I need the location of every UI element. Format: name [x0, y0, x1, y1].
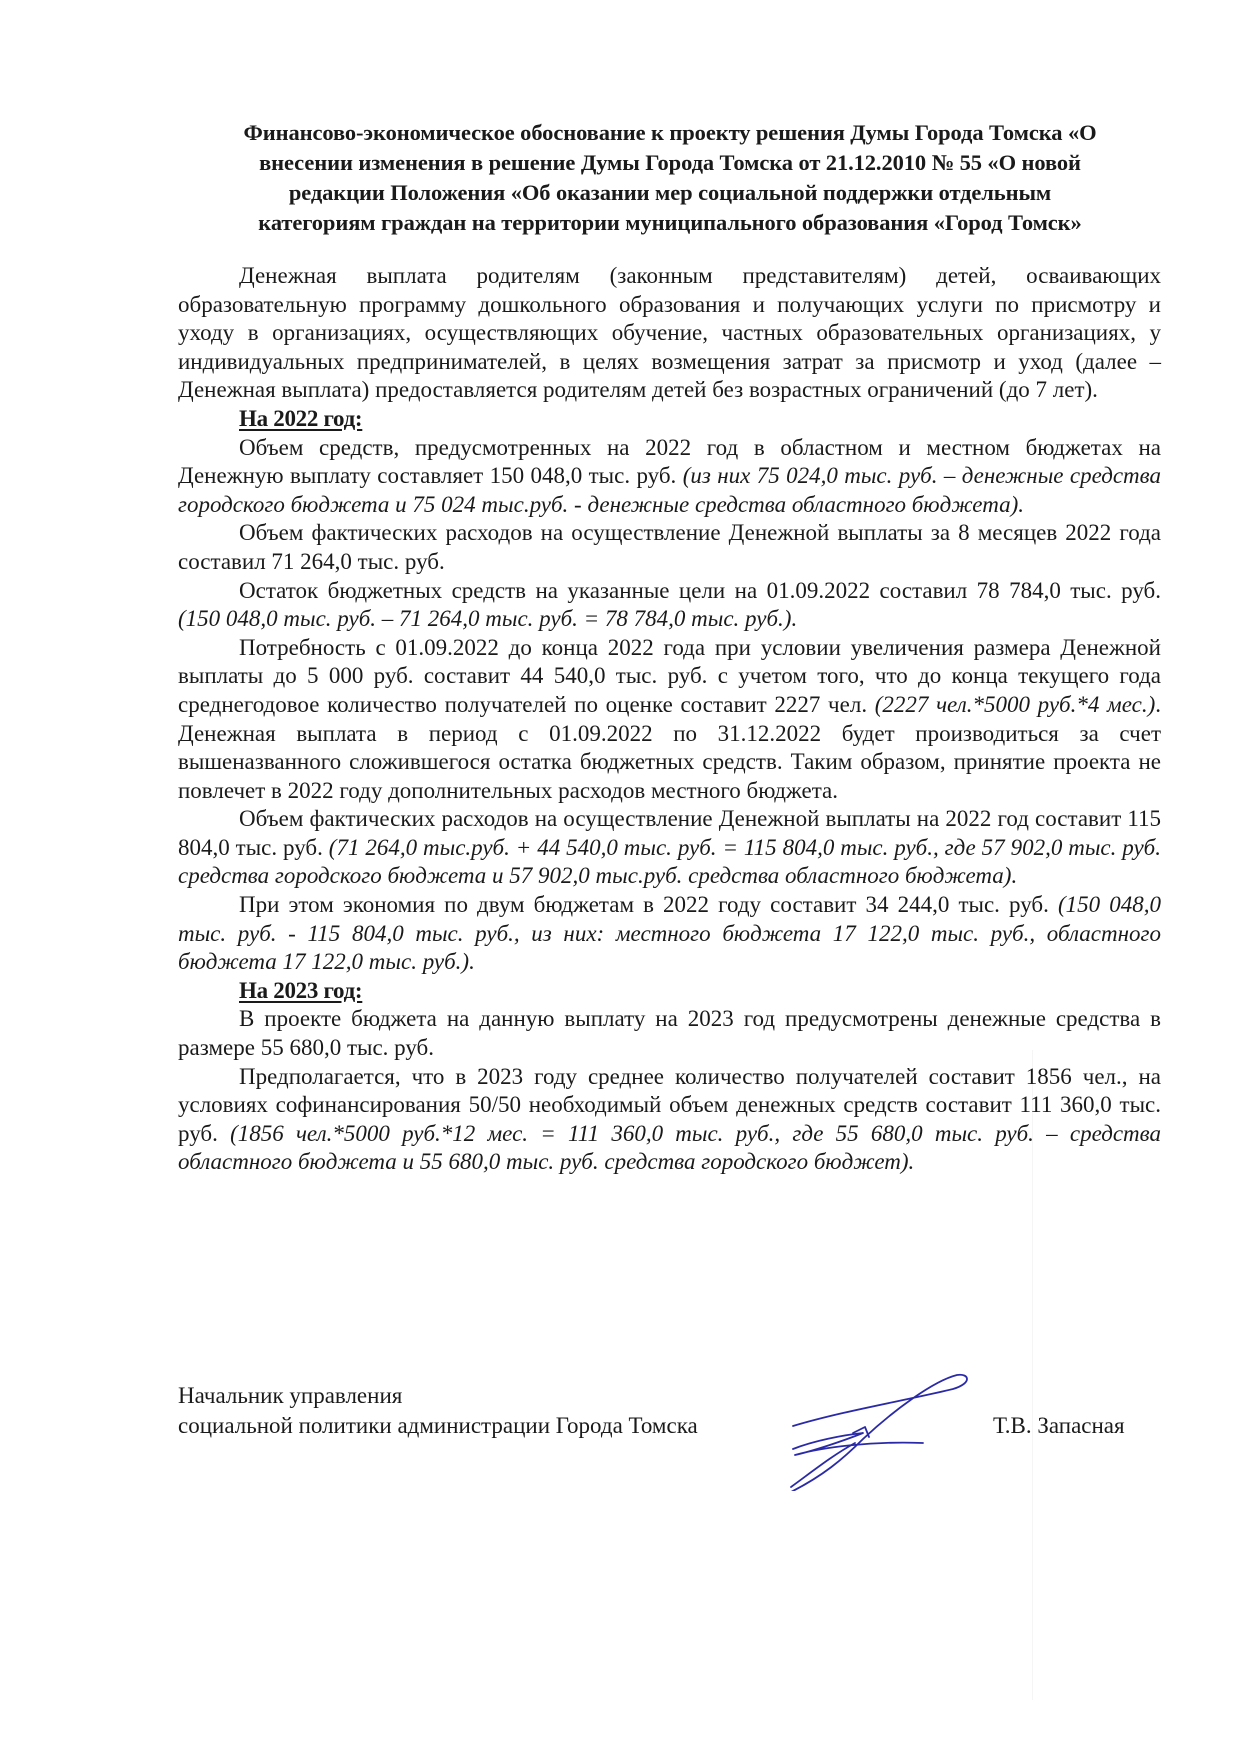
paragraph-2022-actual-8-months: [178, 519, 1161, 576]
signature-block: [178, 1381, 1161, 1501]
paragraph-italic-note: (71 264,0 тыс.руб. + 44 540,0 тыс. руб. = 115 804,0 тыс. руб., где 57 902,0 тыс. руб. средства городского бюджета и 57 902,0 тыс.руб. средства областного бюджета).: [178, 834, 1161, 889]
title-line: Финансово-экономическое обоснование к проекту решения Думы Города Томска «О: [243, 120, 1097, 145]
paragraph-text-tail: . Денежная выплата в период с 01.09.2022 по 31.12.2022 будет производиться за счет вышеназванного сложившегося остатка бюджетных средств. Таким образом, принятие проекта не повлечет в 2022 году дополнительных расходов местного бюджета.: [178, 691, 1161, 803]
paragraph-text: Объем фактических расходов на осуществление Денежной выплаты за 8 месяцев 2022 года составил 71 264,0 тыс. руб.: [178, 520, 1161, 574]
scan-artifact-line: [1032, 1050, 1033, 1700]
paragraph-italic-note: (150 048,0 тыс. руб. – 71 264,0 тыс. руб. = 78 784,0 тыс. руб.).: [178, 606, 798, 632]
document-body: [178, 262, 1161, 1177]
paragraph-text: Потребность с 01.09.2022 до конца 2022 года при условии увеличения размера Денежной выплаты до 5 000 руб. составит 44 540,0 тыс. руб. с учетом того, что до конца текущего года среднегодовое количество получателей по оценке составит 2227 чел.: [178, 634, 1161, 717]
title-line: редакции Положения «Об оказании мер социальной поддержки отдельным: [288, 180, 1052, 205]
paragraph-text: При этом экономия по двум бюджетам в 2022 году составит 34 244,0 тыс. руб.: [239, 892, 1058, 918]
section-heading-2023: На 2023 год:: [239, 977, 363, 1003]
paragraph-text: Объем средств, предусмотренных на 2022 год в областном и местном бюджетах на Денежную выплату составляет 150 048,0 тыс. руб.: [178, 434, 1161, 489]
paragraph-italic-note: (2227 чел.*5000 руб.*4 мес.): [874, 691, 1156, 717]
section-heading-2022: На 2022 год:: [239, 405, 363, 431]
position-line-2: социальной политики администрации Города Томска: [178, 1413, 698, 1438]
paragraph-italic-note: (150 048,0 тыс. руб. - 115 804,0 тыс. руб., из них: местного бюджета 17 122,0 тыс. руб., областного бюджета 17 122,0 тыс. руб.).: [178, 892, 1161, 975]
title-line: внесении изменения в решение Думы Города Томска от 21.12.2010 № 55 «О новой: [259, 150, 1081, 175]
paragraph-text: Остаток бюджетных средств на указанные цели на 01.09.2022 составил 78 784,0 тыс. руб.: [239, 577, 1161, 603]
intro-paragraph: [178, 262, 1161, 405]
paragraph-2022-remainder: [178, 577, 1161, 634]
paragraph-2022-total-actual: [178, 805, 1161, 891]
paragraph-italic-note: (из них 75 024,0 тыс. руб. – денежные средства городского бюджета и 75 024 тыс.руб. - денежные средства областного бюджета).: [178, 463, 1161, 517]
paragraph-2022-need: [178, 634, 1161, 806]
paragraph-text: Предполагается, что в 2023 году среднее количество получателей составит 1856 чел., на условиях софинансирования 50/50 необходимый объем денежных средств составит 111 360,0 тыс. руб.: [178, 1063, 1161, 1146]
signatory-name: Т.В. Запасная: [993, 1413, 1125, 1438]
paragraph-2023-budget: [178, 1005, 1161, 1062]
document-title: [180, 118, 1160, 238]
position-line-1: Начальник управления: [178, 1383, 403, 1408]
paragraph-text: В проекте бюджета на данную выплату на 2023 год предусмотрены денежные средства в размере 55 680,0 тыс. руб.: [178, 1006, 1161, 1061]
title-line: категориям граждан на территории муниципального образования «Город Томск»: [258, 210, 1082, 235]
paragraph-2022-budget: [178, 434, 1161, 520]
paragraph-text: Объем фактических расходов на осуществление Денежной выплаты на 2022 год составит 115 804,0 тыс. руб.: [178, 806, 1161, 860]
signatory-position: [178, 1381, 698, 1441]
handwritten-signature-icon: [783, 1371, 983, 1491]
paragraph-italic-note: (1856 чел.*5000 руб.*12 мес. = 111 360,0 тыс. руб., где 55 680,0 тыс. руб. – средства областного бюджета и 55 680,0 тыс. руб. средства городского бюджет).: [178, 1120, 1161, 1175]
intro-text: Денежная выплата родителям (законным представителям) детей, осваивающих образовательную программу дошкольного образования и получающих услуги по присмотру и уходу в организациях, осуществляющих обучение, частных образовательных организациях, у индивидуальных предпринимателей, в целях возмещения затрат за присмотр и уход (далее – Денежная выплата) предоставляется родителям детей без возрастных ограничений (до 7 лет).: [178, 263, 1161, 403]
paragraph-2022-savings: [178, 891, 1161, 977]
paragraph-2023-need: [178, 1063, 1161, 1177]
